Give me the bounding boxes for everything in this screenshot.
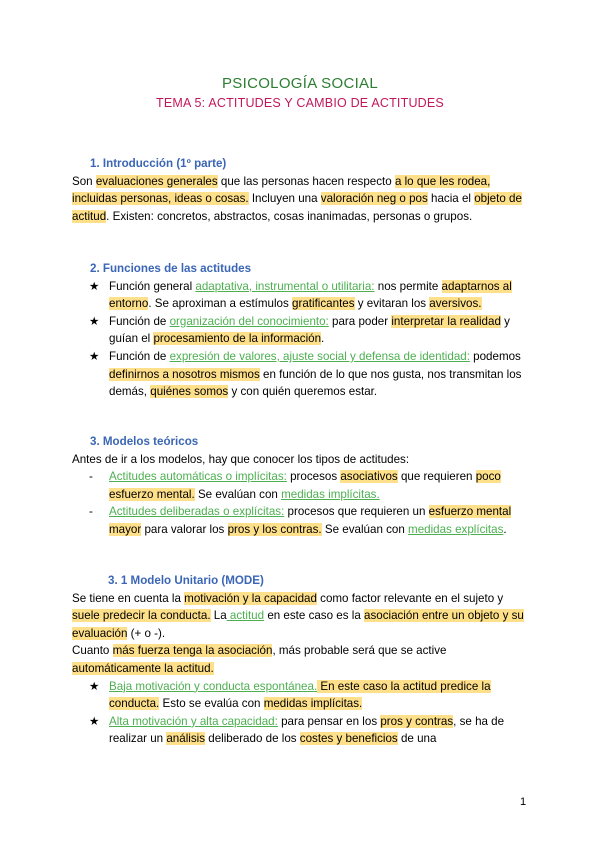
text-run: , se ha de realizar un [109, 714, 505, 746]
highlighted-text: más fuerza tenga la asociación [112, 644, 273, 658]
bullet-list [72, 278, 532, 401]
text-run: hacia el [427, 192, 475, 206]
text-run: que las personas hacen respecto [217, 174, 395, 188]
star-icon: ★ [89, 714, 100, 728]
section-mode-model [72, 572, 532, 748]
highlighted-text: a lo que les rodea, incluidas personas, ideas o cosas. [72, 174, 491, 206]
highlighted-text: En este caso la actitud predice la conducta. [109, 679, 491, 711]
text-run: procesos [286, 470, 341, 484]
highlighted-text: pros y contras [380, 714, 454, 728]
paragraph [72, 642, 532, 677]
highlighted-text: automáticamente la actitud. [72, 661, 214, 675]
highlighted-text: procesamiento de la información [153, 332, 322, 346]
highlighted-text: motivación y la capacidad [184, 591, 317, 605]
highlighted-text: pros y los contras. [227, 522, 322, 536]
text-run: . [321, 332, 325, 346]
text-run: en este caso es la [264, 609, 364, 623]
text-run: que requieren [397, 470, 476, 484]
highlighted-text: adaptarnos al entorno [109, 279, 512, 311]
section-heading: 2. Funciones de las actitudes [90, 262, 252, 275]
list-item [72, 313, 532, 348]
emphasis-text: actitud [226, 609, 265, 623]
emphasis-text: medidas explícitas [408, 522, 504, 536]
document-subtitle: TEMA 5: ACTITUDES Y CAMBIO DE ACTITUDES [156, 96, 444, 110]
paragraph: Antes de ir a los modelos, hay que conocer los tipos de actitudes: [72, 452, 410, 466]
text-run: para poder [328, 314, 392, 328]
star-icon: ★ [89, 279, 100, 293]
dash-list [72, 468, 532, 538]
list-item [72, 348, 532, 401]
section-heading: 3. 1 Modelo Unitario (MODE) [108, 574, 264, 587]
highlighted-text: gratificantes [292, 297, 355, 311]
highlighted-text: valoración neg o pos [320, 192, 428, 206]
star-icon: ★ [89, 314, 100, 328]
text-run: como factor relevante en el sujeto y [316, 591, 504, 605]
list-item [72, 678, 532, 713]
text-run: (+ o -). [127, 626, 166, 640]
section-heading: 1. Introducción (1º parte) [90, 157, 227, 170]
text-run: . Existen: concretos, abstractos, cosas inanimadas, personas o grupos. [106, 209, 473, 223]
star-icon: ★ [89, 679, 100, 693]
document-title: PSICOLOGÍA SOCIAL [222, 75, 378, 92]
emphasis-text: Baja motivación y conducta espontánea. [109, 679, 318, 693]
emphasis-text: Actitudes deliberadas o explícitas: [109, 505, 285, 519]
text-run: podemos [469, 349, 521, 363]
highlighted-text: interpretar la realidad [391, 314, 501, 328]
emphasis-text: organización del conocimiento: [169, 314, 329, 328]
text-run: Esto se evalúa con [159, 697, 264, 711]
section-introduction [72, 155, 532, 225]
star-icon: ★ [89, 349, 100, 363]
text-run: y con quién queremos estar. [228, 385, 378, 399]
highlighted-text: análisis [166, 732, 206, 746]
paragraph [72, 173, 532, 226]
emphasis-text: adaptativa, instrumental o utilitaria: [195, 279, 375, 293]
highlighted-text: evaluaciones generales [95, 174, 218, 188]
highlighted-text: aversivos. [429, 297, 482, 311]
highlighted-text: quiénes somos [150, 385, 229, 399]
text-run: y evitaran los [354, 297, 430, 311]
text-run: en función de lo que nos gusta, nos transmitan los demás, [109, 367, 522, 399]
paragraph [72, 590, 532, 643]
emphasis-text: expresión de valores, ajuste social y defensa de identidad: [169, 349, 470, 363]
section-models [72, 433, 532, 539]
highlighted-text: definirnos a nosotros mismos [109, 367, 260, 381]
text-run: , más probable será que se active [272, 644, 447, 658]
highlighted-text: medidas implícitas. [263, 697, 363, 711]
text-run: . Se aproximan a estímulos [148, 297, 293, 311]
text-run: para pensar en los [277, 714, 381, 728]
highlighted-text: suele predecir la conducta. [72, 609, 211, 623]
text-run: Se evalúan con [321, 522, 409, 536]
text-run: para valorar los [141, 522, 228, 536]
text-run: Función general [109, 279, 196, 293]
highlighted-text: poco esfuerzo mental. [109, 470, 501, 501]
highlighted-text: asociación entre un objeto y su evaluación [72, 609, 524, 640]
list-item [72, 278, 532, 313]
list-item [72, 503, 532, 538]
text-run: nos permite [374, 279, 442, 293]
text-run: Incluyen una [248, 192, 321, 206]
emphasis-text: medidas implícitas. [281, 487, 380, 501]
text-run: y guían el [109, 314, 510, 346]
text-run: . [503, 522, 507, 536]
highlighted-text: asociativos [340, 470, 398, 484]
highlighted-text: objeto de actitud [72, 192, 522, 223]
emphasis-text: Alta motivación y alta capacidad: [109, 714, 278, 728]
text-run: Cuanto [72, 644, 113, 658]
text-run: deliberado de los [205, 732, 300, 746]
bullet-list [72, 678, 532, 748]
text-run: procesos que requieren un [284, 505, 429, 519]
dash-icon: - [89, 505, 93, 519]
text-run: de una [397, 732, 437, 746]
list-item [72, 468, 532, 503]
highlighted-text: costes y beneficios [299, 732, 398, 746]
text-run: Son [72, 174, 96, 188]
emphasis-text: Actitudes automáticas o implícitas: [109, 470, 287, 484]
dash-icon: - [89, 470, 93, 484]
text-run: Se evalúan con [194, 487, 282, 501]
section-functions [72, 260, 532, 401]
text-run: La [210, 609, 227, 623]
section-heading: 3. Modelos teóricos [90, 435, 199, 448]
highlighted-text: esfuerzo mental mayor [109, 505, 512, 536]
page-number: 1 [520, 796, 527, 808]
text-run: Se tiene en cuenta la [72, 591, 185, 605]
text-run: Función de [109, 349, 170, 363]
text-run: Función de [109, 314, 170, 328]
list-item [72, 713, 532, 748]
